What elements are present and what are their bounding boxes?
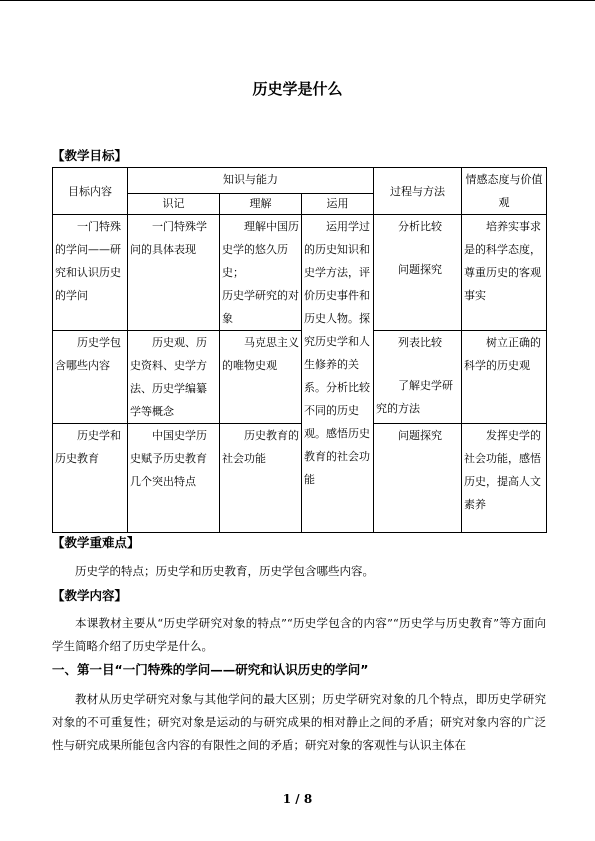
cell-process (374, 331, 462, 424)
table-row (53, 215, 547, 331)
table-row (53, 331, 547, 424)
header-emotion: 情感态度与价值观 (462, 168, 547, 215)
cell-text: 一门特殊学问的具体表现 (130, 220, 207, 256)
cell-recall (128, 331, 220, 424)
cell-text: 历史学包含哪些内容 (55, 336, 121, 372)
content-text: 本课教材主要从“历史学研究对象的特点”“历史学包含的内容”“历史学与历史教育”等方面向学生简略介绍了历史学是什么。 (52, 616, 546, 653)
cell-text: 历史教育的社会功能 (222, 429, 299, 465)
cell-emotion (462, 215, 547, 331)
table-header-row (53, 168, 547, 194)
cell-text: 历史学研究的对象 (222, 289, 299, 325)
cell-text: 马克思主义的唯物史观 (222, 336, 299, 372)
key-points-text: 历史学的特点；历史学和历史教育，历史学包含哪些内容。 (75, 564, 374, 578)
heading-section-one: 一、第一目“一门特殊的学问——研究和认识历史的学问” (52, 662, 369, 677)
teaching-goals-table (52, 167, 547, 533)
cell-text: 运用学过的历史知识和史学方法，评价历史事件和历史人物。探究历史学和人生修养的关系。分析比较不同的历史观。感悟历史教育的社会功能 (304, 220, 370, 486)
top-rule (0, 0, 595, 1)
cell-understand (220, 331, 302, 424)
header-recall: 识记 (128, 193, 220, 214)
header-target: 目标内容 (53, 168, 128, 215)
page-number: 1 / 8 (282, 792, 313, 806)
table-row (53, 424, 547, 533)
header-knowledge: 知识与能力 (128, 168, 374, 194)
cell-text: 分析比较 (398, 220, 442, 233)
cell-text: 一门特殊的学问——研究和认识历史的学问 (55, 220, 121, 302)
header-process: 过程与方法 (374, 168, 462, 215)
cell-process (374, 424, 462, 533)
cell-target (53, 424, 128, 533)
cell-text: 列表比较 (398, 336, 442, 349)
cell-text: 中国史学历史赋予历史教育几个突出特点 (130, 429, 207, 488)
cell-apply (302, 215, 374, 533)
cell-recall (128, 424, 220, 533)
section-heading-content: 【教学内容】 (52, 588, 128, 603)
cell-emotion (462, 331, 547, 424)
cell-text: 培养实事求是的科学态度，尊重历史的客观事实 (464, 220, 541, 302)
header-apply: 运用 (302, 193, 374, 214)
cell-target (53, 331, 128, 424)
cell-understand (220, 424, 302, 533)
cell-understand (220, 215, 302, 331)
cell-recall (128, 215, 220, 331)
cell-text: 了解史学研究的方法 (376, 379, 453, 415)
cell-text: 问题探究 (398, 263, 442, 276)
cell-text: 理解中国历史学的悠久历史； (222, 220, 299, 279)
header-understand: 理解 (220, 193, 302, 214)
cell-text: 问题探究 (398, 429, 442, 442)
paragraph-section-one: 教材从历史学研究对象与其他学问的最大区别；历史学研究对象的几个特点，即历史学研究对象的不可重复性；研究对象是运动的与研究成果的相对静止之间的矛盾；研究对象内容的广泛性与研究成果所能包含内容的有限性之间的矛盾；研究对象的客观性与认识主体在 (52, 692, 546, 752)
cell-process (374, 215, 462, 331)
cell-text: 发挥史学的社会功能，感悟历史，提高人文素养 (464, 429, 541, 511)
page-title: 历史学是什么 (252, 80, 343, 98)
cell-text: 历史学和历史教育 (55, 429, 121, 465)
cell-emotion (462, 424, 547, 533)
cell-target (53, 215, 128, 331)
cell-text: 历史观、历史资料、史学方法、历史学编纂学等概念 (130, 336, 207, 418)
section-heading-key-points: 【教学重难点】 (52, 535, 140, 550)
section-heading-goals: 【教学目标】 (52, 148, 128, 163)
cell-text: 树立正确的科学的历史观 (464, 336, 541, 372)
